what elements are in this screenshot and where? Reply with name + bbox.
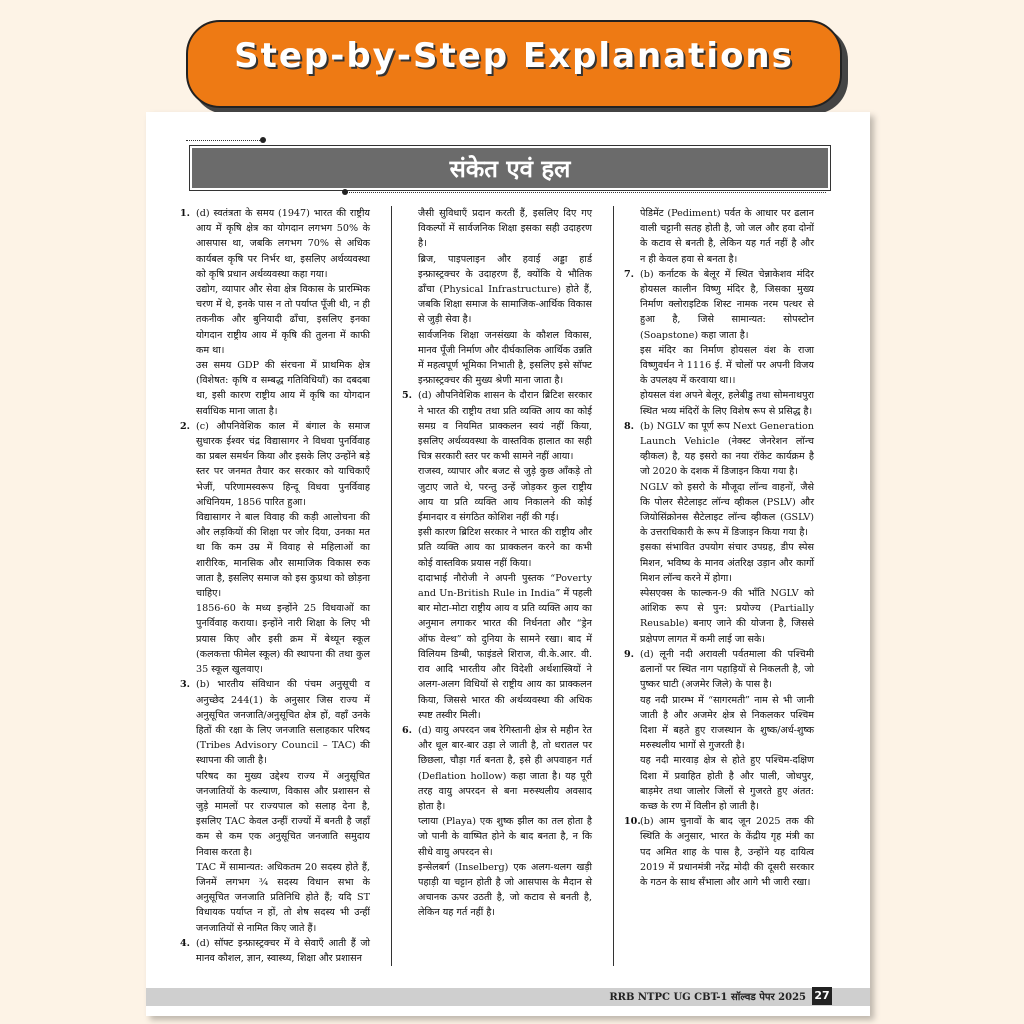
answer-paragraph bbox=[624, 753, 814, 814]
answer-paragraph bbox=[624, 693, 814, 754]
answer-paragraph bbox=[402, 252, 592, 328]
question-number bbox=[624, 206, 640, 267]
answer-paragraph bbox=[180, 769, 370, 860]
answer-text: (d) औपनिवेशिक शासन के दौरान ब्रिटिश सरकार ने भारत की राष्ट्रीय तथा प्रति व्यक्ति आय का कोई समग्र व नियमित प्राक्कलन स्वयं नहीं किया, इसलिए अर्थव्यवस्था के वास्तविक हालात का सही चित्र सरकारी स्तर पर कभी सामने नहीं आया। bbox=[418, 390, 592, 463]
answer-paragraph bbox=[402, 464, 592, 525]
question-number bbox=[402, 860, 418, 921]
answer-paragraph bbox=[402, 860, 592, 921]
answer-paragraph bbox=[402, 206, 592, 252]
answer-text: सार्वजनिक शिक्षा जनसंख्या के कौशल विकास, मानव पूँजी निर्माण और दीर्घकालिक आर्थिक उन्नति में महत्वपूर्ण भूमिका निभाती है, इसलिए इसे सॉफ्ट इन्फ्रास्ट्रक्चर की मुख्य श्रेणी माना जाता है। bbox=[418, 329, 592, 387]
question-number bbox=[402, 464, 418, 525]
answer-text: यह नदी प्रारम्भ में “सागरमती” नाम से भी जानी जाती है और अजमेर क्षेत्र से निकलकर पश्चिम दिशा में बहते हुए राजस्थान के शुष्क/अर्ध-शुष्क मरुस्थलीय भागों से गुजरती है। bbox=[640, 694, 814, 752]
decor-dot bbox=[260, 137, 266, 143]
column-3 bbox=[624, 206, 814, 890]
question-number: 4. bbox=[180, 937, 191, 949]
answer-text: ब्रिज, पाइपलाइन और हवाई अड्डा हार्ड इन्फ्रास्ट्रक्चर के उदाहरण हैं, क्योंकि ये भौतिक ढाँचा (Physical Infrastructure) होते हैं, जबकि शिक्षा समाज के सामाजिक-आर्थिक विकास से जुड़ी सेवा है। bbox=[418, 253, 592, 326]
answer-text: उद्योग, व्यापार और सेवा क्षेत्र विकास के प्रारम्भिक चरण में थे, इनके पास न तो पर्याप्त पूँजी थी, न ही तकनीक और बुनियादी ढाँचा, इसलिए इनका योगदान राष्ट्रीय आय में कृषि की तुलना में काफी कम था। bbox=[196, 284, 370, 356]
answer-paragraph bbox=[624, 343, 814, 389]
answer-paragraph bbox=[402, 571, 592, 723]
answer-text: इसका संभावित उपयोग संचार उपग्रह, डीप स्पेस मिशन, भविष्य के मानव अंतरिक्ष उड़ान और कार्गो मिशन लॉन्च करने में होगा। bbox=[640, 542, 814, 584]
column-1 bbox=[180, 206, 370, 966]
question-number: 10. bbox=[624, 816, 641, 828]
answer-text: स्पेसएक्स के फाल्कन-9 की भाँति NGLV को आंशिक रूप से पुन: प्रयोज्य (Partially Reusable) बनाए जाने की योजना है, जिससे प्रक्षेपण लागत में कमी लाई जा सके। bbox=[640, 588, 814, 645]
question-number: 5. bbox=[402, 390, 413, 402]
question-number bbox=[402, 328, 418, 389]
question-number bbox=[402, 252, 418, 328]
question-number bbox=[180, 358, 196, 419]
question-answer bbox=[402, 723, 592, 814]
decor-dotted-line bbox=[186, 140, 262, 141]
question-number bbox=[624, 480, 640, 541]
answer-text: होयसल वंश अपने बेलूर, हलेबीडु तथा सोमनाथपुरा स्थित भव्य मंदिरों के लिए विशेष रूप से प्रसिद्ध है। bbox=[640, 390, 814, 417]
decor-dot bbox=[342, 189, 348, 195]
answer-text: राजस्व, व्यापार और बजट से जुड़े कुछ आँकड़े तो जुटाए जाते थे, परन्तु उन्हें जोड़कर कुल राष्ट्रीय आय या प्रति व्यक्ति आय निकालने की कोई ईमानदार व संगठित कोशिश नहीं की गई। bbox=[418, 466, 592, 524]
question-number: 9. bbox=[624, 648, 635, 660]
answer-text: प्लाया (Playa) एक शुष्क झील का तल होता है जो पानी के वाष्पित होने के बाद बनता है, न कि सीधे वायु अपरदन से। bbox=[418, 816, 592, 858]
answer-text: इस मंदिर का निर्माण होयसल वंश के राजा विष्णुवर्धन ने 1116 ई. में चोलों पर अपनी विजय के उपलक्ष्य में करवाया था।। bbox=[640, 344, 814, 387]
question-number bbox=[180, 769, 196, 860]
column-divider bbox=[391, 206, 392, 966]
column-divider bbox=[613, 206, 614, 966]
question-number bbox=[624, 586, 640, 647]
answer-text: इन्सेलबर्ग (Inselberg) एक अलग-थलग खड़ी पहाड़ी या चट्टान होती है जो आसपास के मैदान से अचानक ऊपर उठती है, जो कटाव से बनती है, लेकिन यह गर्त नहीं है। bbox=[418, 861, 592, 919]
question-number bbox=[180, 601, 196, 677]
answer-paragraph bbox=[402, 525, 592, 571]
question-number bbox=[402, 206, 418, 252]
answer-text: विद्यासागर ने बाल विवाह की कड़ी आलोचना की और लड़कियों की शिक्षा पर जोर दिया, उनका मत था कि कम उम्र में विवाह से महिलाओं का शारीरिक, मानसिक और सामाजिक विकास रुक जाता है, इसलिए समाज को इस कुप्रथा को छोड़ना चाहिए। bbox=[196, 512, 370, 600]
answer-text: पेडिमेंट (Pediment) पर्वत के आधार पर ढलान वाली चट्टानी सतह होती है, जो जल और हवा दोनों के कटाव से बनती है, लेकिन यह गर्त नहीं है और न ही केवल हवा से बनता है। bbox=[640, 208, 814, 265]
question-answer bbox=[180, 206, 370, 282]
question-answer bbox=[180, 936, 370, 966]
question-number bbox=[402, 814, 418, 860]
question-number bbox=[624, 388, 640, 418]
question-number bbox=[624, 693, 640, 754]
answer-text: 1856-60 के मध्य इन्होंने 25 विधवाओं का पुनर्विवाह कराया। इन्होंने नारी शिक्षा के लिए भी प्रयास किए और इसी क्रम में बेथ्यून स्कूल (कलकत्ता फीमेल स्कूल) की स्थापना की तथा कुल 35 स्कूल खुलवाए। bbox=[196, 603, 370, 676]
answer-paragraph bbox=[180, 282, 370, 358]
answer-text: (b) NGLV का पूर्ण रूप Next Generation Launch Vehicle (नेक्स्ट जेनरेशन लॉन्च व्हीकल) है, यह इसरो का नया रॉकेट कार्यक्रम है जो 2020 के दशक में डिजाइन किया गया है। bbox=[640, 420, 814, 478]
answer-paragraph bbox=[180, 358, 370, 419]
answer-text: परिषद का मुख्य उद्देश्य राज्य में अनुसूचित जनजातियों के कल्याण, विकास और प्रशासन से जुड़े मामलों पर राज्यपाल को सलाह देना है, इसलिए TAC केवल उन्हीं राज्यों में बनती है जहाँ कम से कम एक अनुसूचित जनजाति समुदाय निवास करता है। bbox=[196, 770, 370, 858]
answer-paragraph bbox=[180, 860, 370, 936]
answer-text: (d) स्वतंत्रता के समय (1947) भारत की राष्ट्रीय आय में कृषि क्षेत्र का योगदान लगभग 50% के आसपास था, जबकि लगभग 70% से अधिक कार्यबल कृषि पर निर्भर था, इसलिए अर्थव्यवस्था को कृषि प्रधान अर्थव्यवस्था कहा गया। bbox=[196, 208, 370, 280]
answer-text: (d) सॉफ्ट इन्फ्रास्ट्रक्चर में वे सेवाएँ आती हैं जो मानव कौशल, ज्ञान, स्वास्थ्य, शिक्षा और प्रशासन bbox=[196, 937, 370, 964]
question-answer bbox=[180, 419, 370, 510]
question-answer bbox=[624, 419, 814, 480]
question-number bbox=[624, 753, 640, 814]
section-heading-box bbox=[190, 146, 830, 190]
question-number bbox=[402, 525, 418, 571]
answer-paragraph bbox=[624, 480, 814, 541]
question-answer bbox=[180, 677, 370, 768]
answer-text: (b) भारतीय संविधान की पंचम अनुसूची व अनुच्छेद 244(1) के अनुसार जिस राज्य में अनुसूचित जनजाति/अनुसूचित क्षेत्र हों, वहाँ उनके हितों की रक्षा के लिए जनजाति सलाहकार परिषद (Tribes Advisory Council – TAC) की स्थापना की जाती है। bbox=[196, 679, 370, 767]
answer-paragraph bbox=[402, 328, 592, 389]
answer-text: यह नदी मारवाड़ क्षेत्र से होते हुए पश्चिम-दक्षिण दिशा में प्रवाहित होती है और पाली, जोधपुर, बाड़मेर तथा जालोर जिलों से गुजरते हुए अंतत: कच्छ के रण में विलीन हो जाती है। bbox=[640, 755, 814, 812]
question-number: 8. bbox=[624, 420, 635, 432]
page-number: 27 bbox=[812, 987, 832, 1005]
answer-paragraph bbox=[402, 814, 592, 860]
answer-text: TAC में सामान्यत: अधिकतम 20 सदस्य होते हैं, जिनमें लगभग ¾ सदस्य विधान सभा के अनुसूचित जनजाति प्रतिनिधि होते हैं; यदि ST विधायक पर्याप्त न हों, तो शेष सदस्य भी उन्हीं जनजातियों से नामित किए जाते हैं। bbox=[196, 861, 370, 934]
answer-text: इसी कारण ब्रिटिश सरकार ने भारत की राष्ट्रीय और प्रति व्यक्ति आय का प्राक्कलन करने का कभी कोई वास्तविक प्रयास नहीं किया। bbox=[418, 527, 592, 569]
question-answer bbox=[402, 388, 592, 464]
answer-text: (d) वायु अपरदन जब रेगिस्तानी क्षेत्र से महीन रेत और धूल बार-बार उड़ा ले जाती है, तो धरातल पर छिछला, चौड़ा गर्त बनता है, इसे ही अपवाहन गर्त (Deflation hollow) कहा जाता है। यह पूरी तरह वायु अपरदन से बना मरुस्थलीय अवसाद होता है। bbox=[418, 724, 592, 812]
section-heading: संकेत एवं हल bbox=[449, 155, 571, 183]
answer-text: जैसी सुविधाएँ प्रदान करती हैं, इसलिए दिए गए विकल्पों में सार्वजनिक शिक्षा इसका सही उदाहरण है। bbox=[418, 208, 592, 250]
answer-paragraph bbox=[624, 586, 814, 647]
question-number bbox=[624, 343, 640, 389]
question-number: 7. bbox=[624, 268, 635, 280]
question-answer bbox=[624, 814, 814, 890]
decor-dotted-line bbox=[346, 192, 826, 193]
answer-paragraph bbox=[180, 510, 370, 601]
question-number bbox=[624, 540, 640, 586]
answer-text: (d) लूनी नदी अरावली पर्वतमाला की पश्चिमी ढलानों पर स्थित नाग पहाड़ियों से निकलती है, जो पुष्कर घाटी (अजमेर जिले) के पास है। bbox=[640, 648, 814, 691]
question-answer bbox=[624, 267, 814, 343]
answer-paragraph bbox=[624, 388, 814, 418]
question-number bbox=[180, 510, 196, 601]
question-number: 1. bbox=[180, 208, 191, 219]
page-sheet bbox=[146, 112, 870, 1016]
question-number: 6. bbox=[402, 724, 413, 736]
question-number: 2. bbox=[180, 420, 191, 432]
column-2 bbox=[402, 206, 592, 921]
question-answer bbox=[624, 647, 814, 693]
section-banner bbox=[186, 20, 842, 108]
banner-title: Step-by-Step Explanations bbox=[234, 36, 794, 76]
answer-paragraph bbox=[624, 540, 814, 586]
question-number bbox=[402, 571, 418, 723]
answer-text: (b) कर्नाटक के बेलूर में स्थित चेन्नाकेशव मंदिर होयसल कालीन विष्णु मंदिर है, जिसका मुख्य निर्माण क्लोराइटिक शिस्ट नामक नरम पत्थर से हुआ है, जिसे सामान्यत: सोपस्टोन (Soapstone) कहा जाता है। bbox=[640, 268, 814, 341]
answer-text: (b) आम चुनावों के बाद जून 2025 तक की स्थिति के अनुसार, भारत के केंद्रीय गृह मंत्री का पद अमित शाह के पास है, उन्होंने यह दायित्व 2019 में प्रधानमंत्री नरेंद्र मोदी की दूसरी सरकार के गठन के साथ सँभाला और आगे भी जारी रखा। bbox=[640, 816, 814, 888]
question-number bbox=[180, 282, 196, 358]
answer-text: दादाभाई नौरोजी ने अपनी पुस्तक “Poverty and Un-British Rule in India” में पहली बार मोटा-मोटा राष्ट्रीय आय व प्रति व्यक्ति आय का अनुमान लगाकर भारत की निर्धनता और “ड्रेन ऑफ वेल्थ” को दुनिया के सामने रखा। बाद में विलियम डिग्बी, फाइंडले शिराज, वी.के.आर. वी. राव आदि भारतीय और विदेशी अर्थशास्त्रियों ने अलग-अलग विधियों से राष्ट्रीय आय का प्राक्कलन किया, जिससे भारत की अर्थव्यवस्था की अधिक स्पष्ट तस्वीर मिली। bbox=[418, 572, 592, 721]
footer-bar bbox=[146, 988, 870, 1006]
question-number bbox=[180, 860, 196, 936]
answer-text: NGLV को इसरो के मौजूदा लॉन्च वाहनों, जैसे कि पोलर सैटेलाइट लॉन्च व्हीकल (PSLV) और जियोसिंक्रोनस सैटेलाइट लॉन्च व्हीकल (GSLV) के उत्तराधिकारी के रूप में डिजाइन किया गया है। bbox=[640, 481, 814, 539]
answer-paragraph bbox=[180, 601, 370, 677]
question-number: 3. bbox=[180, 679, 191, 691]
answer-paragraph bbox=[624, 206, 814, 267]
footer-title: RRB NTPC UG CBT-1 सॉल्वड पेपर 2025 bbox=[609, 992, 806, 1003]
answer-text: (c) औपनिवेशिक काल में बंगाल के समाज सुधारक ईश्वर चंद्र विद्यासागर ने विधवा पुनर्विवाह का प्रबल समर्थन किया और इसके लिए उन्होंने बड़े स्तर पर जनमत तैयार कर सरकार को याचिकाएँ भेजीं, परिणामस्वरूप हिन्दू विधवा पुनर्विवाह अधिनियम, 1856 पारित हुआ। bbox=[196, 420, 370, 508]
answer-text: उस समय GDP की संरचना में प्राथमिक क्षेत्र (विशेषत: कृषि व सम्बद्ध गतिविधियाँ) का दबदबा था, इसी कारण राष्ट्रीय आय में कृषि का योगदान सर्वाधिक माना जाता है। bbox=[196, 360, 370, 417]
